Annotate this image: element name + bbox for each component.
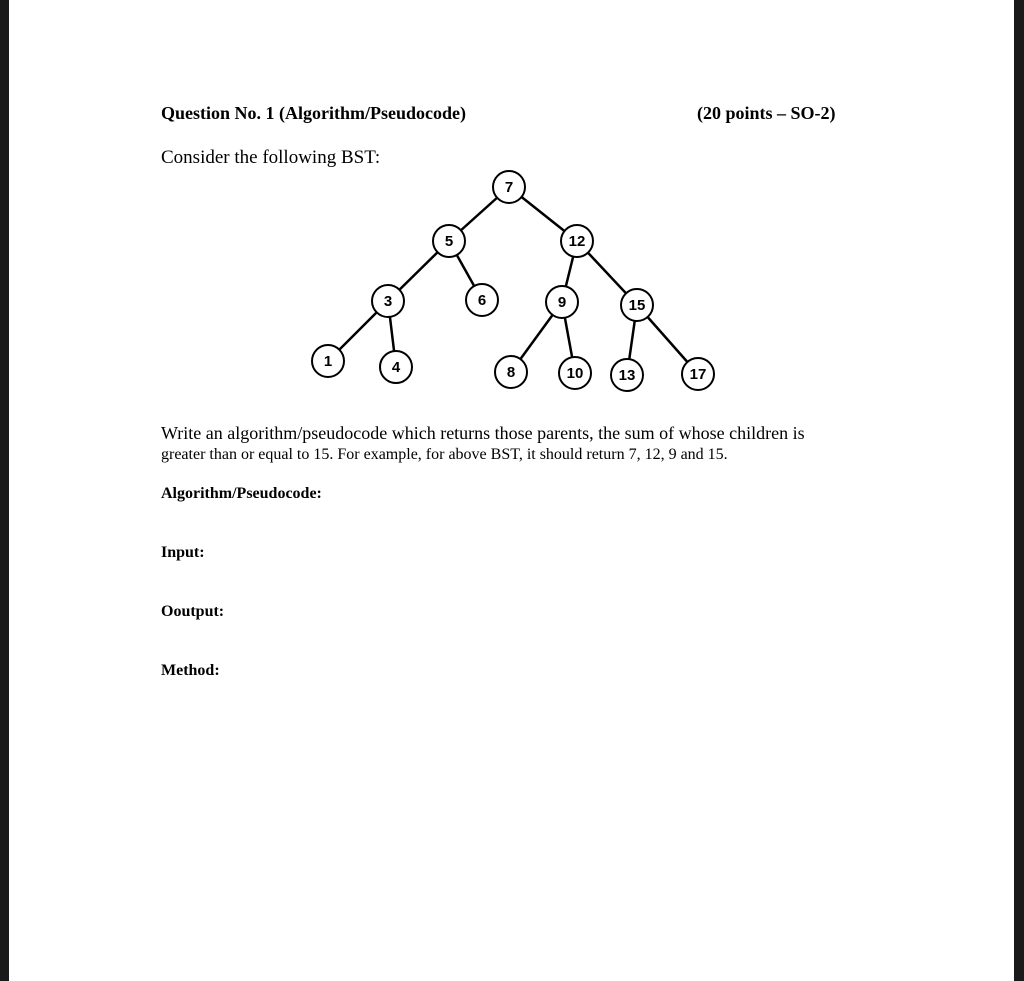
bst-node-label: 10 <box>566 365 584 382</box>
question-points: (20 points – SO-2) <box>697 103 836 123</box>
bst-node-label: 1 <box>323 353 333 370</box>
bst-node-15 <box>621 289 653 321</box>
bst-node-5 <box>433 225 465 257</box>
bst-node-8 <box>495 356 527 388</box>
bst-node-17 <box>682 358 714 390</box>
prompt-text <box>161 422 861 466</box>
document-page <box>9 0 1014 981</box>
bst-node-label: 4 <box>391 359 401 376</box>
bst-node-label: 3 <box>383 293 393 310</box>
bst-node-7 <box>493 171 525 203</box>
bst-node-1 <box>312 345 344 377</box>
bst-node-10 <box>559 357 591 389</box>
bst-node-12 <box>561 225 593 257</box>
bst-node-13 <box>611 359 643 391</box>
intro-text: Consider the following BST: <box>161 147 381 168</box>
bst-node-3 <box>372 285 404 317</box>
bst-node-label: 5 <box>444 233 454 250</box>
bst-node-4 <box>380 351 412 383</box>
bst-node-label: 13 <box>618 367 636 384</box>
bst-node-label: 7 <box>504 179 514 196</box>
bst-edges <box>328 187 698 375</box>
input-heading: Input: <box>161 544 205 561</box>
question-title: Question No. 1 (Algorithm/Pseudocode) <box>161 103 466 123</box>
bst-node-label: 12 <box>568 233 586 250</box>
algorithm-heading: Algorithm/Pseudocode: <box>161 485 322 502</box>
output-heading: Ooutput: <box>161 603 225 620</box>
method-heading: Method: <box>161 662 220 679</box>
bst-node-label: 8 <box>506 364 516 381</box>
bst-node-6 <box>466 284 498 316</box>
bst-node-label: 17 <box>689 366 707 383</box>
bst-nodes <box>312 171 714 391</box>
bst-node-9 <box>546 286 578 318</box>
bst-node-label: 6 <box>477 292 487 309</box>
prompt-line-2: greater than or equal to 15. For example, for above BST, it should return 7, 12, 9 and 15. <box>161 446 728 463</box>
bst-node-label: 9 <box>557 294 567 311</box>
bst-diagram <box>9 0 1014 420</box>
prompt-line-1: Write an algorithm/pseudocode which returns those parents, the sum of whose children is <box>161 423 805 443</box>
bst-node-label: 15 <box>628 297 646 314</box>
